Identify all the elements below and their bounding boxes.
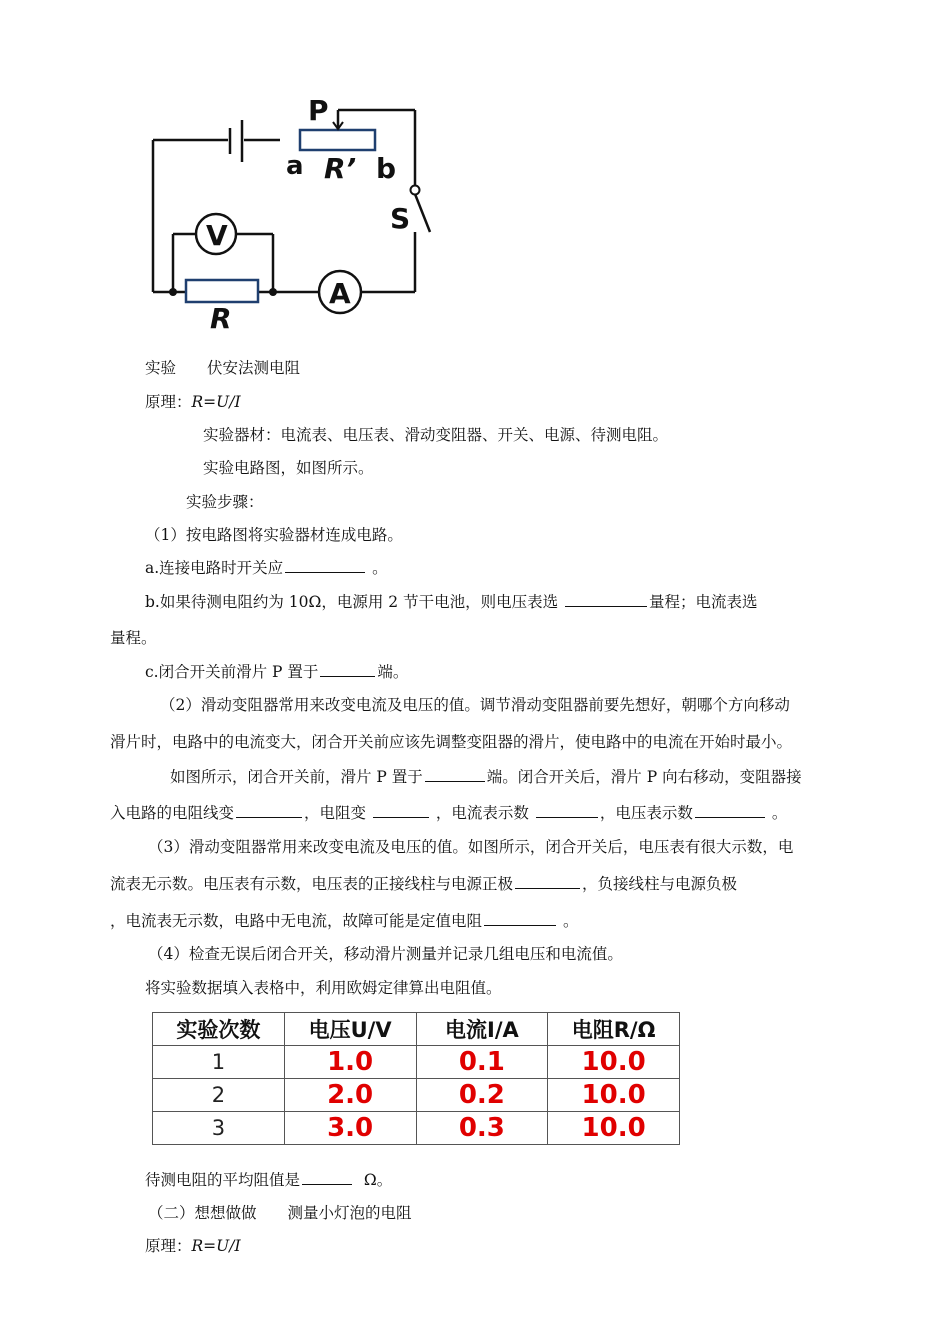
table-header-row bbox=[153, 1013, 680, 1046]
cell-resistance: 10.0 bbox=[548, 1112, 680, 1145]
table-row bbox=[153, 1046, 680, 1079]
principle-line: 原理：R=U/I bbox=[145, 393, 241, 411]
fixed-resistor bbox=[186, 280, 258, 302]
step-2-p3: 如图所示，闭合开关前，滑片 P 置于 端。闭合开关后，滑片 P 向右移动，变阻器接 bbox=[170, 768, 802, 786]
principle-line-2: 原理：R=U/I bbox=[145, 1237, 241, 1255]
answer-blank[interactable] bbox=[536, 802, 598, 818]
cell-trial: 3 bbox=[153, 1112, 285, 1145]
answer-blank[interactable] bbox=[285, 557, 365, 573]
table-row bbox=[153, 1112, 680, 1145]
answer-blank[interactable] bbox=[484, 910, 556, 926]
step-1a: a.连接电路时开关应 。 bbox=[145, 559, 388, 577]
step-2-p4: 入电路的电阻线变 ，电阻变 ，电流表示数 ，电压表示数 。 bbox=[110, 804, 788, 822]
answer-blank[interactable] bbox=[695, 802, 765, 818]
diagram-line: 实验电路图，如图所示。 bbox=[203, 459, 374, 477]
cell-trial: 2 bbox=[153, 1079, 285, 1112]
equipment-line: 实验器材：电流表、电压表、滑动变阻器、开关、电源、待测电阻。 bbox=[203, 426, 669, 444]
step-1b: b.如果待测电阻约为 10Ω，电源用 2 节干电池，则电压表选 量程；电流表选 bbox=[145, 593, 758, 611]
cell-voltage: 1.0 bbox=[284, 1046, 416, 1079]
experiment-title: 实验 伏安法测电阻 bbox=[145, 359, 301, 377]
step-3-p3: ，电流表无示数，电路中无电流，故障可能是定值电阻 。 bbox=[110, 912, 579, 930]
circuit-diagram bbox=[140, 90, 440, 340]
answer-blank[interactable] bbox=[320, 661, 375, 677]
step-2-p1: （2）滑动变阻器常用来改变电流及电压的值。调节滑动变阻器前要先想好，朝哪个方向移动 bbox=[160, 696, 790, 714]
answer-blank[interactable] bbox=[236, 802, 302, 818]
header-trial: 实验次数 bbox=[153, 1013, 285, 1046]
rheostat bbox=[300, 130, 375, 150]
header-resistance: 电阻R/Ω bbox=[548, 1013, 680, 1046]
label-a-meter: A bbox=[329, 277, 351, 310]
step-1b-cont: 量程。 bbox=[110, 629, 157, 647]
label-s: S bbox=[390, 202, 411, 235]
data-table bbox=[152, 1012, 680, 1145]
label-p: P bbox=[308, 94, 329, 127]
cell-current: 0.3 bbox=[416, 1112, 548, 1145]
answer-blank[interactable] bbox=[302, 1169, 352, 1185]
answer-blank[interactable] bbox=[373, 802, 429, 818]
cell-resistance: 10.0 bbox=[548, 1079, 680, 1112]
table-intro: 将实验数据填入表格中，利用欧姆定律算出电阻值。 bbox=[145, 979, 502, 997]
formula: R=U/I bbox=[191, 393, 241, 411]
cell-voltage: 2.0 bbox=[284, 1079, 416, 1112]
step-3-p2: 流表无示数。电压表有示数，电压表的正接线柱与电源正极 ，负接线柱与电源负极 bbox=[110, 875, 738, 893]
label-v: V bbox=[206, 219, 228, 252]
cell-current: 0.1 bbox=[416, 1046, 548, 1079]
cell-current: 0.2 bbox=[416, 1079, 548, 1112]
header-current: 电流I/A bbox=[416, 1013, 548, 1046]
step-4: （4）检查无误后闭合开关，移动滑片测量并记录几组电压和电流值。 bbox=[148, 945, 623, 963]
label-r-prime: R’ bbox=[324, 152, 357, 185]
label-r: R bbox=[210, 302, 232, 335]
section-2-title: （二）想想做做 测量小灯泡的电阻 bbox=[148, 1204, 412, 1222]
answer-blank[interactable] bbox=[515, 873, 580, 889]
step-1: （1）按电路图将实验器材连成电路。 bbox=[145, 526, 403, 544]
cell-trial: 1 bbox=[153, 1046, 285, 1079]
step-3-p1: （3）滑动变阻器常用来改变电流及电压的值。如图所示，闭合开关后，电压表有很大示数，电 bbox=[148, 838, 794, 856]
label-a: a bbox=[286, 151, 304, 181]
cell-voltage: 3.0 bbox=[284, 1112, 416, 1145]
step-2-p2: 滑片时，电路中的电流变大，闭合开关前应该先调整变阻器的滑片，使电路中的电流在开始时最小。 bbox=[110, 733, 793, 751]
answer-blank[interactable] bbox=[425, 766, 485, 782]
switch bbox=[411, 186, 420, 195]
average-line: 待测电阻的平均阻值是 Ω。 bbox=[145, 1171, 393, 1189]
answer-blank[interactable] bbox=[565, 591, 647, 607]
label-b: b bbox=[376, 152, 397, 185]
table-row bbox=[153, 1079, 680, 1112]
formula: R=U/I bbox=[191, 1237, 241, 1255]
header-voltage: 电压U/V bbox=[284, 1013, 416, 1046]
step-1c: c.闭合开关前滑片 P 置于 端。 bbox=[145, 663, 409, 681]
steps-heading: 实验步骤： bbox=[186, 493, 264, 511]
cell-resistance: 10.0 bbox=[548, 1046, 680, 1079]
